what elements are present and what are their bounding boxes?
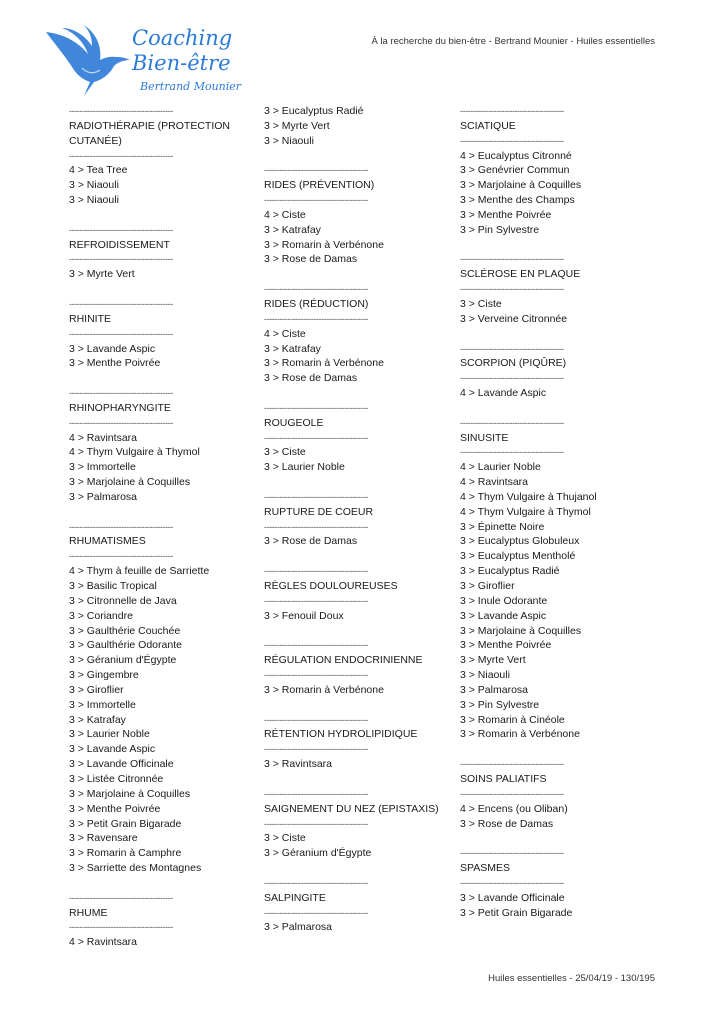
- oil-entry: 3 > Petit Grain Bigarade: [460, 906, 573, 919]
- separator-line: ----------------------------------------: [264, 907, 368, 918]
- separator-line: ----------------------------------------: [69, 892, 173, 903]
- blank-line: [264, 698, 449, 713]
- oil-entry: 3 > Eucalyptus Globuleux: [460, 535, 580, 548]
- section-title: RADIOTHÉRAPIE (PROTECTION: [69, 119, 231, 132]
- oil-entry: 3 > Immortelle: [69, 461, 136, 474]
- section-title: SCLÉROSE EN PLAQUE: [460, 268, 581, 281]
- oil-entry: 3 > Myrte Vert: [264, 119, 330, 132]
- separator-line: ----------------------------------------: [460, 254, 564, 265]
- oil-entry: 3 > Genévrier Commun: [460, 164, 570, 177]
- separator-line: ----------------------------------------: [264, 877, 368, 888]
- oil-entry: 3 > Laurier Noble: [69, 728, 150, 741]
- separator-line: ----------------------------------------: [69, 106, 173, 116]
- oil-entry: 3 > Lavande Officinale: [69, 758, 174, 771]
- oil-entry: 3 > Laurier Noble: [264, 461, 345, 474]
- blank-line: [264, 549, 449, 564]
- separator-line: ----------------------------------------: [69, 224, 173, 235]
- section-title: RIDES (PRÉVENTION): [264, 179, 375, 192]
- oil-entry: 3 > Rose de Damas: [264, 372, 358, 385]
- oil-entry: 3 > Romarin à Verbénone: [264, 357, 384, 370]
- oil-entry: 3 > Pin Sylvestre: [460, 698, 540, 711]
- oil-entry: 3 > Palmarosa: [69, 490, 137, 503]
- oil-entry: 3 > Immortelle: [69, 698, 136, 711]
- oil-entry: 3 > Giroflier: [460, 580, 515, 592]
- oil-entry: 3 > Palmarosa: [264, 921, 332, 934]
- oil-entry: 4 > Ciste: [264, 327, 306, 340]
- section-title: RIDES (RÉDUCTION): [264, 297, 369, 310]
- section-title: RÈGLES DOULOUREUSES: [264, 580, 398, 592]
- column-3: [460, 104, 640, 920]
- separator-line: ----------------------------------------: [264, 818, 368, 829]
- separator-line: ----------------------------------------: [69, 551, 173, 562]
- separator-line: ----------------------------------------: [264, 165, 368, 176]
- logo: [44, 24, 244, 102]
- section-title: RHUME: [69, 906, 108, 919]
- section-title: RHINITE: [69, 312, 111, 325]
- separator-line: ----------------------------------------: [69, 388, 173, 399]
- separator-line: ----------------------------------------: [264, 714, 368, 725]
- oil-entry: 3 > Géranium d'Égypte: [69, 654, 177, 667]
- oil-entry: 3 > Basilic Tropical: [69, 580, 157, 592]
- column-1: [69, 104, 249, 950]
- section-title: SCIATIQUE: [460, 119, 516, 132]
- section-title: CUTANÉE): [69, 134, 122, 147]
- oil-entry: 4 > Thym Vulgaire à Thujanol: [460, 490, 597, 503]
- blank-line: [460, 238, 640, 253]
- separator-line: ----------------------------------------: [460, 106, 564, 116]
- oil-entry: 4 > Eucalyptus Citronné: [460, 149, 572, 162]
- oil-entry: 3 > Katrafay: [69, 713, 126, 726]
- section-title: ROUGEOLE: [264, 416, 324, 429]
- oil-entry: 4 > Lavande Aspic: [460, 387, 547, 400]
- separator-line: ----------------------------------------: [264, 284, 368, 295]
- section-title: REFROIDISSEMENT: [69, 238, 170, 251]
- running-header: À la recherche du bien-être - Bertrand Mounier - Huiles essentielles: [371, 36, 655, 47]
- blank-line: [264, 861, 449, 876]
- oil-entry: 3 > Rose de Damas: [264, 253, 358, 266]
- oil-entry: 3 > Lavande Aspic: [460, 609, 547, 622]
- separator-line: ----------------------------------------: [460, 848, 564, 859]
- oil-entry: 3 > Inule Odorante: [460, 594, 548, 607]
- oil-entry: 3 > Rose de Damas: [264, 535, 358, 548]
- oil-entry: 3 > Lavande Aspic: [69, 342, 156, 355]
- separator-line: ----------------------------------------: [264, 640, 368, 651]
- separator-line: ----------------------------------------: [69, 521, 173, 532]
- section-title: SOINS PALIATIFS: [460, 772, 547, 785]
- oil-entry: 4 > Laurier Noble: [460, 461, 541, 474]
- oil-entry: 3 > Menthe Poivrée: [460, 639, 552, 652]
- section-title: SCORPION (PIQÛRE): [460, 357, 567, 370]
- oil-entry: 4 > Ravintsara: [69, 431, 137, 444]
- oil-entry: 3 > Eucalyptus Radié: [264, 105, 364, 117]
- section-title: RHINOPHARYNGITE: [69, 401, 171, 414]
- logo-title-line1: Coaching: [132, 26, 233, 50]
- oil-entry: 3 > Menthe Poivrée: [69, 357, 161, 370]
- oil-entry: 4 > Ravintsara: [69, 936, 137, 949]
- oil-entry: 3 > Lavande Aspic: [69, 743, 156, 756]
- section-title: RÉGULATION ENDOCRINIENNE: [264, 654, 423, 667]
- oil-entry: 3 > Pin Sylvestre: [460, 223, 540, 236]
- section-title: SPASMES: [460, 862, 510, 875]
- oil-entry: 3 > Géranium d'Égypte: [264, 847, 372, 860]
- section-title: RÉTENTION HYDROLIPIDIQUE: [264, 728, 418, 741]
- oil-entry: 3 > Eucalyptus Radié: [460, 565, 560, 578]
- blank-line: [69, 208, 249, 223]
- oil-entry: 3 > Myrte Vert: [460, 654, 526, 667]
- blank-line: [460, 327, 640, 342]
- section-title: RHUMATISMES: [69, 535, 146, 548]
- separator-line: ----------------------------------------: [264, 195, 368, 206]
- oil-entry: 3 > Romarin à Verbénone: [460, 728, 580, 741]
- oil-entry: 3 > Ravintsara: [264, 758, 332, 771]
- oil-entry: 3 > Romarin à Cinéole: [460, 713, 565, 726]
- oil-entry: 3 > Coriandre: [69, 609, 133, 622]
- logo-author: Bertrand Mounier: [140, 80, 242, 93]
- oil-entry: 3 > Katrafay: [264, 342, 321, 355]
- oil-entry: 3 > Ravensare: [69, 832, 138, 845]
- blank-line: [264, 475, 449, 490]
- oil-entry: 3 > Romarin à Camphre: [69, 847, 182, 860]
- oil-entry: 3 > Citronnelle de Java: [69, 594, 177, 607]
- column-2: [264, 104, 449, 935]
- separator-line: ----------------------------------------: [460, 135, 564, 146]
- blank-line: [69, 876, 249, 891]
- separator-line: ----------------------------------------: [460, 343, 564, 354]
- page-footer: Huiles essentielles - 25/04/19 - 130/195: [488, 973, 655, 984]
- separator-line: ----------------------------------------: [264, 566, 368, 577]
- blank-line: [460, 831, 640, 846]
- oil-entry: 3 > Gingembre: [69, 669, 139, 682]
- oil-entry: 3 > Menthe des Champs: [460, 194, 575, 207]
- oil-entry: 4 > Thym Vulgaire à Thymol: [69, 446, 200, 459]
- logo-title-line2: Bien-être: [132, 51, 231, 75]
- oil-entry: 3 > Romarin à Verbénone: [264, 683, 384, 696]
- separator-line: ----------------------------------------: [264, 521, 368, 532]
- oil-entry: 3 > Menthe Poivrée: [69, 802, 161, 815]
- blank-line: [264, 386, 449, 401]
- separator-line: ----------------------------------------: [264, 432, 368, 443]
- separator-line: ----------------------------------------: [264, 313, 368, 324]
- section-title: SAIGNEMENT DU NEZ (EPISTAXIS): [264, 802, 439, 815]
- oil-entry: 3 > Marjolaine à Coquilles: [460, 179, 582, 192]
- oil-entry: 3 > Ciste: [264, 832, 306, 845]
- oil-entry: 4 > Ravintsara: [460, 476, 528, 489]
- blank-line: [69, 282, 249, 297]
- blank-line: [69, 371, 249, 386]
- separator-line: ----------------------------------------: [264, 491, 368, 502]
- separator-line: ----------------------------------------: [69, 254, 173, 265]
- separator-line: ----------------------------------------: [264, 595, 368, 606]
- oil-entry: 4 > Thym Vulgaire à Thymol: [460, 505, 591, 518]
- oil-entry: 3 > Marjolaine à Coquilles: [69, 787, 191, 800]
- section-title: SINUSITE: [460, 431, 509, 444]
- oil-entry: 3 > Marjolaine à Coquilles: [69, 476, 191, 489]
- oil-entry: 3 > Ciste: [460, 297, 502, 310]
- blank-line: [264, 267, 449, 282]
- oil-entry: 3 > Katrafay: [264, 223, 321, 236]
- oil-entry: 3 > Fenouil Doux: [264, 609, 344, 622]
- hummingbird-icon: [44, 24, 134, 102]
- separator-line: ----------------------------------------: [460, 284, 564, 295]
- separator-line: ----------------------------------------: [69, 150, 173, 161]
- oil-entry: 4 > Thym à feuille de Sarriette: [69, 565, 210, 578]
- oil-entry: 3 > Marjolaine à Coquilles: [460, 624, 582, 637]
- blank-line: [69, 505, 249, 520]
- separator-line: ----------------------------------------: [460, 788, 564, 799]
- blank-line: [460, 401, 640, 416]
- blank-line: [264, 624, 449, 639]
- separator-line: ----------------------------------------: [460, 417, 564, 428]
- separator-line: ----------------------------------------: [460, 877, 564, 888]
- separator-line: ----------------------------------------: [460, 447, 564, 458]
- blank-line: [264, 772, 449, 787]
- oil-entry: 3 > Verveine Citronnée: [460, 312, 568, 325]
- oil-entry: 3 > Niaouli: [264, 134, 314, 147]
- section-title: SALPINGITE: [264, 891, 326, 904]
- section-title: RUPTURE DE COEUR: [264, 505, 374, 518]
- separator-line: ----------------------------------------: [69, 298, 173, 309]
- oil-entry: 3 > Palmarosa: [460, 683, 528, 696]
- oil-entry: 3 > Niaouli: [69, 179, 119, 192]
- separator-line: ----------------------------------------: [69, 922, 173, 933]
- oil-entry: 3 > Niaouli: [460, 669, 510, 682]
- oil-entry: 3 > Ciste: [264, 446, 306, 459]
- separator-line: ----------------------------------------: [69, 417, 173, 428]
- oil-entry: 3 > Lavande Officinale: [460, 891, 565, 904]
- oil-entry: 3 > Niaouli: [69, 194, 119, 207]
- oil-entry: 3 > Romarin à Verbénone: [264, 238, 384, 251]
- oil-entry: 4 > Ciste: [264, 208, 306, 221]
- oil-entry: 3 > Rose de Damas: [460, 817, 554, 830]
- oil-entry: 3 > Giroflier: [69, 683, 124, 696]
- oil-entry: 3 > Eucalyptus Mentholé: [460, 550, 576, 563]
- separator-line: ----------------------------------------: [460, 373, 564, 384]
- oil-entry: 3 > Épinette Noire: [460, 520, 545, 533]
- oil-entry: 3 > Petit Grain Bigarade: [69, 817, 182, 830]
- separator-line: ----------------------------------------: [460, 759, 564, 770]
- separator-line: ----------------------------------------: [264, 402, 368, 413]
- oil-entry: 3 > Myrte Vert: [69, 268, 135, 281]
- blank-line: [460, 742, 640, 757]
- oil-entry: 4 > Tea Tree: [69, 164, 128, 177]
- oil-entry: 3 > Sarriette des Montagnes: [69, 862, 202, 875]
- oil-entry: 3 > Gaulthérie Odorante: [69, 639, 182, 652]
- oil-entry: 4 > Encens (ou Oliban): [460, 802, 568, 815]
- oil-entry: 3 > Gaulthérie Couchée: [69, 624, 181, 637]
- oil-entry: 3 > Menthe Poivrée: [460, 208, 552, 221]
- separator-line: ----------------------------------------: [69, 328, 173, 339]
- separator-line: ----------------------------------------: [264, 744, 368, 755]
- oil-entry: 3 > Listée Citronnée: [69, 772, 164, 785]
- separator-line: ----------------------------------------: [264, 788, 368, 799]
- blank-line: [264, 149, 449, 164]
- separator-line: ----------------------------------------: [264, 670, 368, 681]
